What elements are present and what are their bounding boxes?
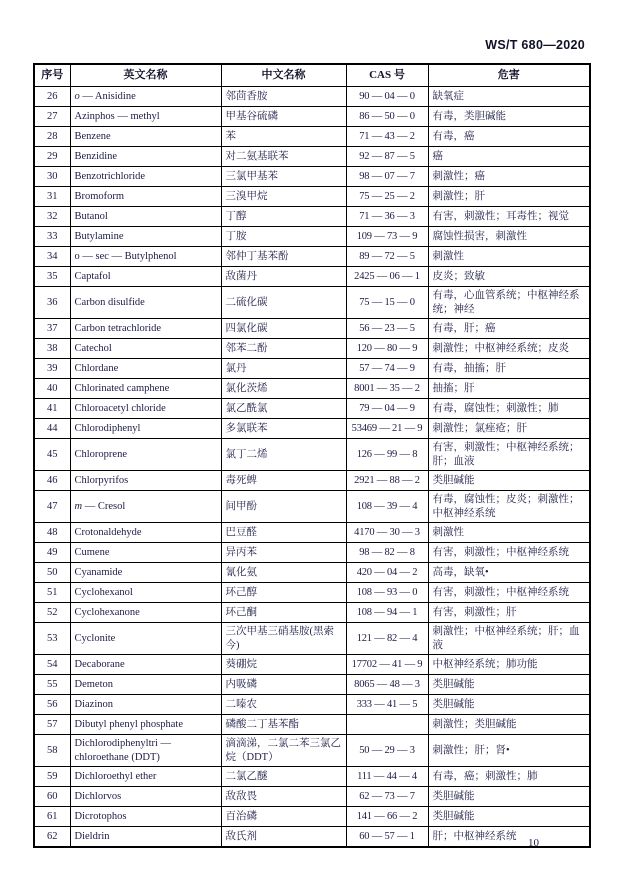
cell-chinese-name: 滴滴涕，二氯二苯三氯乙烷（DDT） (221, 735, 346, 767)
cell-serial-number: 34 (34, 247, 70, 267)
table-row (34, 359, 590, 379)
table-row (34, 379, 590, 399)
table-row (34, 147, 590, 167)
cell-hazard: 皮炎；致敏 (428, 267, 590, 287)
cell-serial-number: 44 (34, 419, 70, 439)
cell-hazard: 有毒，类胆碱能 (428, 107, 590, 127)
cell-english-name: Dichlorvos (70, 787, 221, 807)
cell-chinese-name: 环己醇 (221, 583, 346, 603)
cell-english-name: Butylamine (70, 227, 221, 247)
cell-serial-number: 49 (34, 543, 70, 563)
cell-hazard: 有害，刺激性；中枢神经系统；肝；血液 (428, 439, 590, 471)
cell-hazard: 类胆碱能 (428, 695, 590, 715)
table-row (34, 491, 590, 523)
cell-cas-number: 57 — 74 — 9 (346, 359, 428, 379)
cell-cas-number: 126 — 99 — 8 (346, 439, 428, 471)
cell-english-name: Captafol (70, 267, 221, 287)
cell-hazard: 有毒，抽搐；肝 (428, 359, 590, 379)
cell-cas-number: 121 — 82 — 4 (346, 623, 428, 655)
cell-cas-number: 17702 — 41 — 9 (346, 655, 428, 675)
cell-hazard: 类胆碱能 (428, 807, 590, 827)
cell-cas-number: 53469 — 21 — 9 (346, 419, 428, 439)
cell-hazard: 刺激性 (428, 247, 590, 267)
cell-serial-number: 55 (34, 675, 70, 695)
column-header-hazard: 危害 (428, 64, 590, 87)
cell-cas-number: 56 — 23 — 5 (346, 319, 428, 339)
cell-chinese-name: 敌氏剂 (221, 827, 346, 848)
column-header-cas: CAS 号 (346, 64, 428, 87)
cell-chinese-name: 甲基谷硫磷 (221, 107, 346, 127)
cell-english-name: Dieldrin (70, 827, 221, 848)
cell-serial-number: 57 (34, 715, 70, 735)
cell-cas-number: 4170 — 30 — 3 (346, 523, 428, 543)
cell-chinese-name: 氯丁二烯 (221, 439, 346, 471)
cell-serial-number: 40 (34, 379, 70, 399)
table-row (34, 399, 590, 419)
cell-serial-number: 30 (34, 167, 70, 187)
cell-serial-number: 60 (34, 787, 70, 807)
cell-chinese-name: 异丙苯 (221, 543, 346, 563)
cell-hazard: 刺激性；中枢神经系统；皮炎 (428, 339, 590, 359)
cell-chinese-name: 多氯联苯 (221, 419, 346, 439)
table-row (34, 563, 590, 583)
cell-hazard: 有毒，癌；刺激性；肺 (428, 767, 590, 787)
cell-cas-number: 50 — 29 — 3 (346, 735, 428, 767)
column-header-english-name: 英文名称 (70, 64, 221, 87)
cell-hazard: 类胆碱能 (428, 787, 590, 807)
cell-english-name: Dichlorodiphenyltri — chloroethane (DDT) (70, 735, 221, 767)
cell-serial-number: 47 (34, 491, 70, 523)
cell-english-name: Decaborane (70, 655, 221, 675)
cell-english-name: Benzidine (70, 147, 221, 167)
cell-chinese-name: 丁胺 (221, 227, 346, 247)
chemicals-table (33, 63, 591, 848)
cell-english-name: Carbon disulfide (70, 287, 221, 319)
cell-chinese-name: 环己酮 (221, 603, 346, 623)
table-row (34, 87, 590, 107)
cell-hazard: 类胆碱能 (428, 471, 590, 491)
cell-chinese-name: 敌菌丹 (221, 267, 346, 287)
cell-serial-number: 27 (34, 107, 70, 127)
cell-english-name: Benzotrichloride (70, 167, 221, 187)
cell-cas-number: 108 — 94 — 1 (346, 603, 428, 623)
cell-english-name: Carbon tetrachloride (70, 319, 221, 339)
cell-cas-number: 2425 — 06 — 1 (346, 267, 428, 287)
table-row (34, 583, 590, 603)
cell-english-name: Dichloroethyl ether (70, 767, 221, 787)
table-header-row (34, 64, 590, 87)
cell-cas-number: 333 — 41 — 5 (346, 695, 428, 715)
chemical-table-body (34, 87, 590, 848)
cell-hazard: 有毒，肝；癌 (428, 319, 590, 339)
cell-cas-number: 79 — 04 — 9 (346, 399, 428, 419)
cell-hazard: 高毒，缺氧• (428, 563, 590, 583)
cell-chinese-name: 三溴甲烷 (221, 187, 346, 207)
cell-chinese-name: 四氯化碳 (221, 319, 346, 339)
table-row (34, 471, 590, 491)
cell-english-name: Demeton (70, 675, 221, 695)
cell-chinese-name: 邻苯二酚 (221, 339, 346, 359)
cell-serial-number: 53 (34, 623, 70, 655)
table-row (34, 287, 590, 319)
cell-chinese-name: 三氯甲基苯 (221, 167, 346, 187)
cell-serial-number: 56 (34, 695, 70, 715)
cell-chinese-name: 三次甲基三硝基胺(黑索今) (221, 623, 346, 655)
cell-english-name: Chloroprene (70, 439, 221, 471)
table-row (34, 127, 590, 147)
cell-cas-number: 111 — 44 — 4 (346, 767, 428, 787)
cell-chinese-name: 二硫化碳 (221, 287, 346, 319)
table-row (34, 787, 590, 807)
cell-chinese-name: 敌敌畏 (221, 787, 346, 807)
table-row (34, 543, 590, 563)
cell-hazard: 癌 (428, 147, 590, 167)
cell-english-name: Chlordane (70, 359, 221, 379)
cell-cas-number: 75 — 25 — 2 (346, 187, 428, 207)
cell-serial-number: 45 (34, 439, 70, 471)
cell-serial-number: 58 (34, 735, 70, 767)
cell-cas-number: 8065 — 48 — 3 (346, 675, 428, 695)
cell-chinese-name: 丁醇 (221, 207, 346, 227)
cell-hazard: 缺氧症 (428, 87, 590, 107)
cell-serial-number: 54 (34, 655, 70, 675)
cell-cas-number: 71 — 36 — 3 (346, 207, 428, 227)
cell-chinese-name: 氯丹 (221, 359, 346, 379)
table-row (34, 603, 590, 623)
table-row (34, 827, 590, 848)
cell-english-name: Chloroacetyl chloride (70, 399, 221, 419)
cell-chinese-name: 巴豆醛 (221, 523, 346, 543)
cell-serial-number: 51 (34, 583, 70, 603)
cell-cas-number: 108 — 39 — 4 (346, 491, 428, 523)
cell-hazard: 有害，刺激性；肝 (428, 603, 590, 623)
table-row (34, 439, 590, 471)
cell-english-name: Benzene (70, 127, 221, 147)
cell-english-name: Crotonaldehyde (70, 523, 221, 543)
cell-english-name: Cyclonite (70, 623, 221, 655)
cell-hazard: 有毒，癌 (428, 127, 590, 147)
cell-chinese-name: 对二氨基联苯 (221, 147, 346, 167)
cell-cas-number: 71 — 43 — 2 (346, 127, 428, 147)
table-row (34, 695, 590, 715)
cell-serial-number: 31 (34, 187, 70, 207)
cell-cas-number: 75 — 15 — 0 (346, 287, 428, 319)
cell-chinese-name: 二氯乙醚 (221, 767, 346, 787)
cell-hazard: 有毒，腐蚀性；皮炎；刺激性；中枢神经系统 (428, 491, 590, 523)
cell-english-name: Dibutyl phenyl phosphate (70, 715, 221, 735)
cell-hazard: 有害，刺激性；中枢神经系统 (428, 543, 590, 563)
cell-chinese-name: 氰化氨 (221, 563, 346, 583)
cell-serial-number: 38 (34, 339, 70, 359)
cell-hazard: 有害，刺激性；中枢神经系统 (428, 583, 590, 603)
cell-cas-number: 2921 — 88 — 2 (346, 471, 428, 491)
cell-english-name: Catechol (70, 339, 221, 359)
cell-english-name: Chlorinated camphene (70, 379, 221, 399)
cell-cas-number: 90 — 04 — 0 (346, 87, 428, 107)
table-row (34, 247, 590, 267)
cell-serial-number: 26 (34, 87, 70, 107)
cell-serial-number: 46 (34, 471, 70, 491)
table-row (34, 319, 590, 339)
cell-hazard: 腐蚀性损害，刺激性 (428, 227, 590, 247)
cell-cas-number: 108 — 93 — 0 (346, 583, 428, 603)
table-row (34, 675, 590, 695)
cell-english-name: Cyanamide (70, 563, 221, 583)
cell-serial-number: 35 (34, 267, 70, 287)
cell-chinese-name: 内吸磷 (221, 675, 346, 695)
cell-english-name: Chlorpyrifos (70, 471, 221, 491)
cell-chinese-name: 磷酸二丁基苯酯 (221, 715, 346, 735)
cell-cas-number: 98 — 82 — 8 (346, 543, 428, 563)
cell-cas-number: 109 — 73 — 9 (346, 227, 428, 247)
table-row (34, 767, 590, 787)
cell-chinese-name: 苯 (221, 127, 346, 147)
cell-cas-number: 120 — 80 — 9 (346, 339, 428, 359)
cell-hazard: 刺激性；肝 (428, 187, 590, 207)
cell-serial-number: 32 (34, 207, 70, 227)
cell-chinese-name: 邻茴香胺 (221, 87, 346, 107)
cell-serial-number: 33 (34, 227, 70, 247)
cell-cas-number: 60 — 57 — 1 (346, 827, 428, 848)
cell-english-name: m — Cresol (70, 491, 221, 523)
cell-chinese-name: 葵硼烷 (221, 655, 346, 675)
cell-chinese-name: 间甲酚 (221, 491, 346, 523)
table-row (34, 655, 590, 675)
cell-hazard: 肝；中枢神经系统 (428, 827, 590, 848)
cell-serial-number: 52 (34, 603, 70, 623)
cell-serial-number: 37 (34, 319, 70, 339)
table-row (34, 167, 590, 187)
cell-cas-number: 62 — 73 — 7 (346, 787, 428, 807)
cell-english-name: o — Anisidine (70, 87, 221, 107)
cell-serial-number: 61 (34, 807, 70, 827)
cell-hazard: 有毒，心血管系统；中枢神经系统；神经 (428, 287, 590, 319)
cell-english-name: Bromoform (70, 187, 221, 207)
cell-chinese-name: 二嗪农 (221, 695, 346, 715)
cell-hazard: 刺激性；肝；肾• (428, 735, 590, 767)
table-row (34, 339, 590, 359)
table-row (34, 107, 590, 127)
column-header-chinese-name: 中文名称 (221, 64, 346, 87)
cell-english-name: Cyclohexanol (70, 583, 221, 603)
cell-hazard: 中枢神经系统；肺功能 (428, 655, 590, 675)
table-row (34, 623, 590, 655)
page-number: 10 (528, 837, 539, 849)
cell-serial-number: 50 (34, 563, 70, 583)
cell-english-name: Diazinon (70, 695, 221, 715)
table-row (34, 267, 590, 287)
cell-chinese-name: 氯乙酰氯 (221, 399, 346, 419)
cell-cas-number (346, 715, 428, 735)
cell-cas-number: 8001 — 35 — 2 (346, 379, 428, 399)
table-row (34, 715, 590, 735)
column-header-no: 序号 (34, 64, 70, 87)
cell-cas-number: 89 — 72 — 5 (346, 247, 428, 267)
cell-english-name: Azinphos — methyl (70, 107, 221, 127)
cell-hazard: 刺激性 (428, 523, 590, 543)
cell-english-name: Butanol (70, 207, 221, 227)
cell-hazard: 有害，刺激性；耳毒性；视觉 (428, 207, 590, 227)
cell-serial-number: 39 (34, 359, 70, 379)
cell-hazard: 刺激性；癌 (428, 167, 590, 187)
cell-serial-number: 36 (34, 287, 70, 319)
cell-serial-number: 62 (34, 827, 70, 848)
cell-chinese-name: 邻仲丁基苯酚 (221, 247, 346, 267)
cell-english-name: Chlorodiphenyl (70, 419, 221, 439)
cell-hazard: 类胆碱能 (428, 675, 590, 695)
cell-serial-number: 41 (34, 399, 70, 419)
cell-chinese-name: 毒死蜱 (221, 471, 346, 491)
cell-serial-number: 48 (34, 523, 70, 543)
table-row (34, 187, 590, 207)
cell-hazard: 刺激性；氯痤疮；肝 (428, 419, 590, 439)
cell-hazard: 有毒，腐蚀性；刺激性；肺 (428, 399, 590, 419)
table-row (34, 227, 590, 247)
cell-serial-number: 28 (34, 127, 70, 147)
table-row (34, 207, 590, 227)
cell-english-name: Cyclohexanone (70, 603, 221, 623)
cell-english-name: o — sec — Butylphenol (70, 247, 221, 267)
cell-cas-number: 141 — 66 — 2 (346, 807, 428, 827)
cell-cas-number: 86 — 50 — 0 (346, 107, 428, 127)
cell-hazard: 刺激性；中枢神经系统；肝；血液 (428, 623, 590, 655)
table-row (34, 735, 590, 767)
cell-cas-number: 98 — 07 — 7 (346, 167, 428, 187)
cell-chinese-name: 百治磷 (221, 807, 346, 827)
cell-cas-number: 420 — 04 — 2 (346, 563, 428, 583)
table-row (34, 523, 590, 543)
cell-hazard: 抽搐；肝 (428, 379, 590, 399)
standard-code: WS/T 680—2020 (485, 38, 585, 52)
cell-hazard: 刺激性；类胆碱能 (428, 715, 590, 735)
cell-english-name: Cumene (70, 543, 221, 563)
cell-english-name: Dicrotophos (70, 807, 221, 827)
cell-cas-number: 92 — 87 — 5 (346, 147, 428, 167)
cell-serial-number: 29 (34, 147, 70, 167)
table-row (34, 419, 590, 439)
cell-chinese-name: 氯化茨烯 (221, 379, 346, 399)
table-row (34, 807, 590, 827)
cell-serial-number: 59 (34, 767, 70, 787)
